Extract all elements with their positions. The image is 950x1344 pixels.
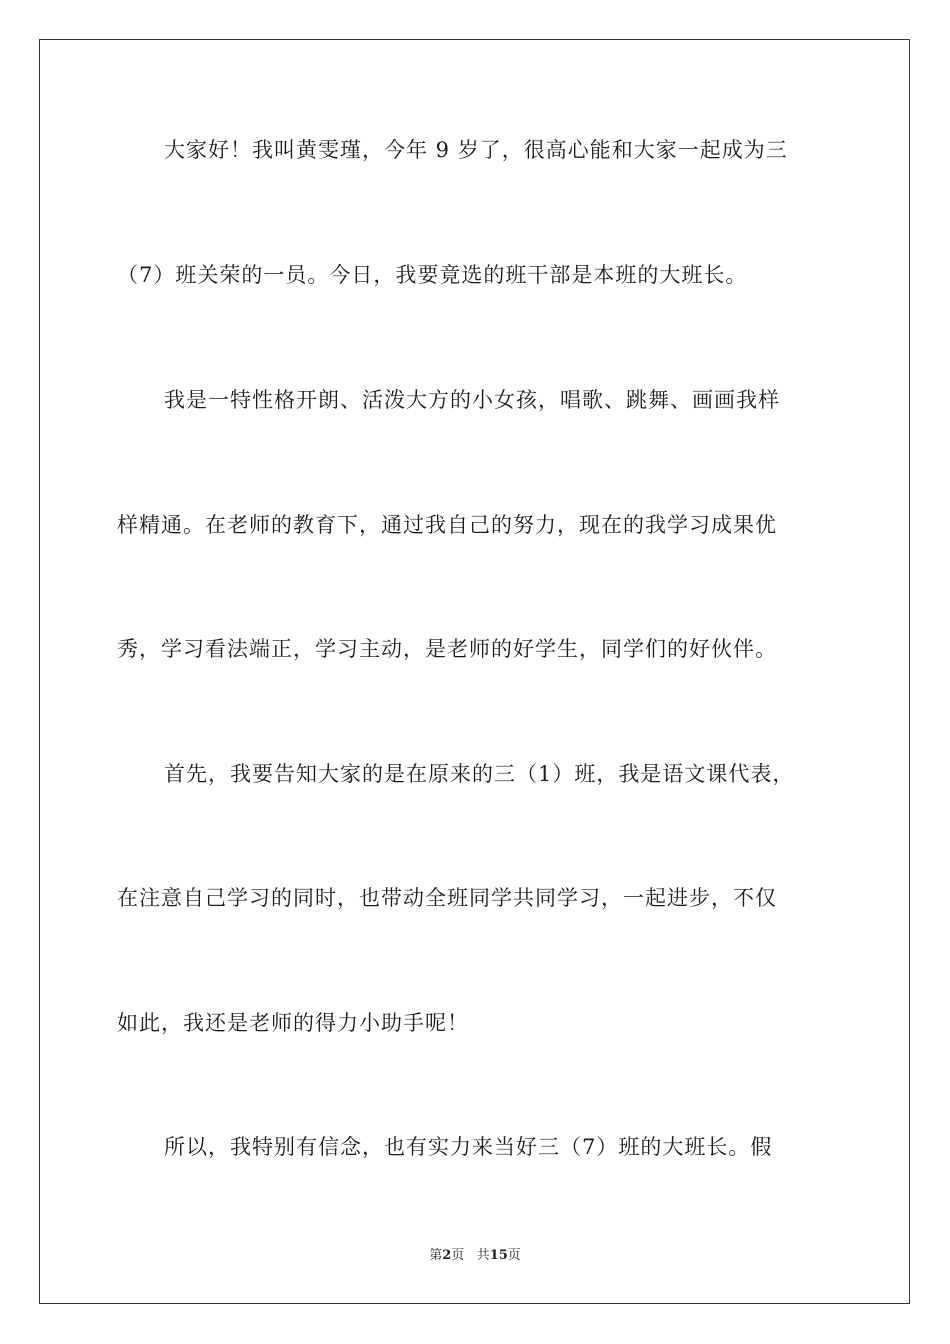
paragraph-2-line-2: 样精通。在老师的教育下，通过我自己的努力，现在的我学习成果优 [117, 513, 777, 537]
total-prefix: 共 [476, 1248, 490, 1263]
paragraph-3-line-2: 在注意自己学习的同时，也带动全班同学共同学习，一起进步，不仅 [117, 886, 777, 910]
page-frame [39, 39, 910, 1304]
paragraph-1-line-2: （7）班关荣的一员。今日，我要竟选的班干部是本班的大班长。 [117, 263, 748, 287]
paragraph-1-line-1: 大家好！我叫黄雯瑾，今年 9 岁了，很高心能和大家一起成为三 [164, 138, 788, 162]
paragraph-3-line-3: 如此，我还是老师的得力小助手呢！ [117, 1011, 469, 1035]
page-number: 2 [442, 1248, 452, 1263]
paragraph-3-line-1: 首先，我要告知大家的是在原来的三（1）班，我是语文课代表， [164, 762, 795, 786]
paragraph-2-line-3: 秀，学习看法端正，学习主动，是老师的好学生，同学们的好伙伴。 [117, 637, 777, 661]
total-suffix: 页 [507, 1248, 521, 1263]
page-prefix: 第 [429, 1248, 443, 1263]
page-suffix: 页 [451, 1248, 465, 1263]
paragraph-4-line-1: 所以，我特别有信念，也有实力来当好三（7）班的大班长。假 [164, 1135, 773, 1159]
total-pages: 15 [489, 1248, 508, 1263]
page-footer [0, 1247, 950, 1265]
paragraph-2-line-1: 我是一特性格开朗、活泼大方的小女孩，唱歌、跳舞、画画我样 [164, 388, 780, 412]
